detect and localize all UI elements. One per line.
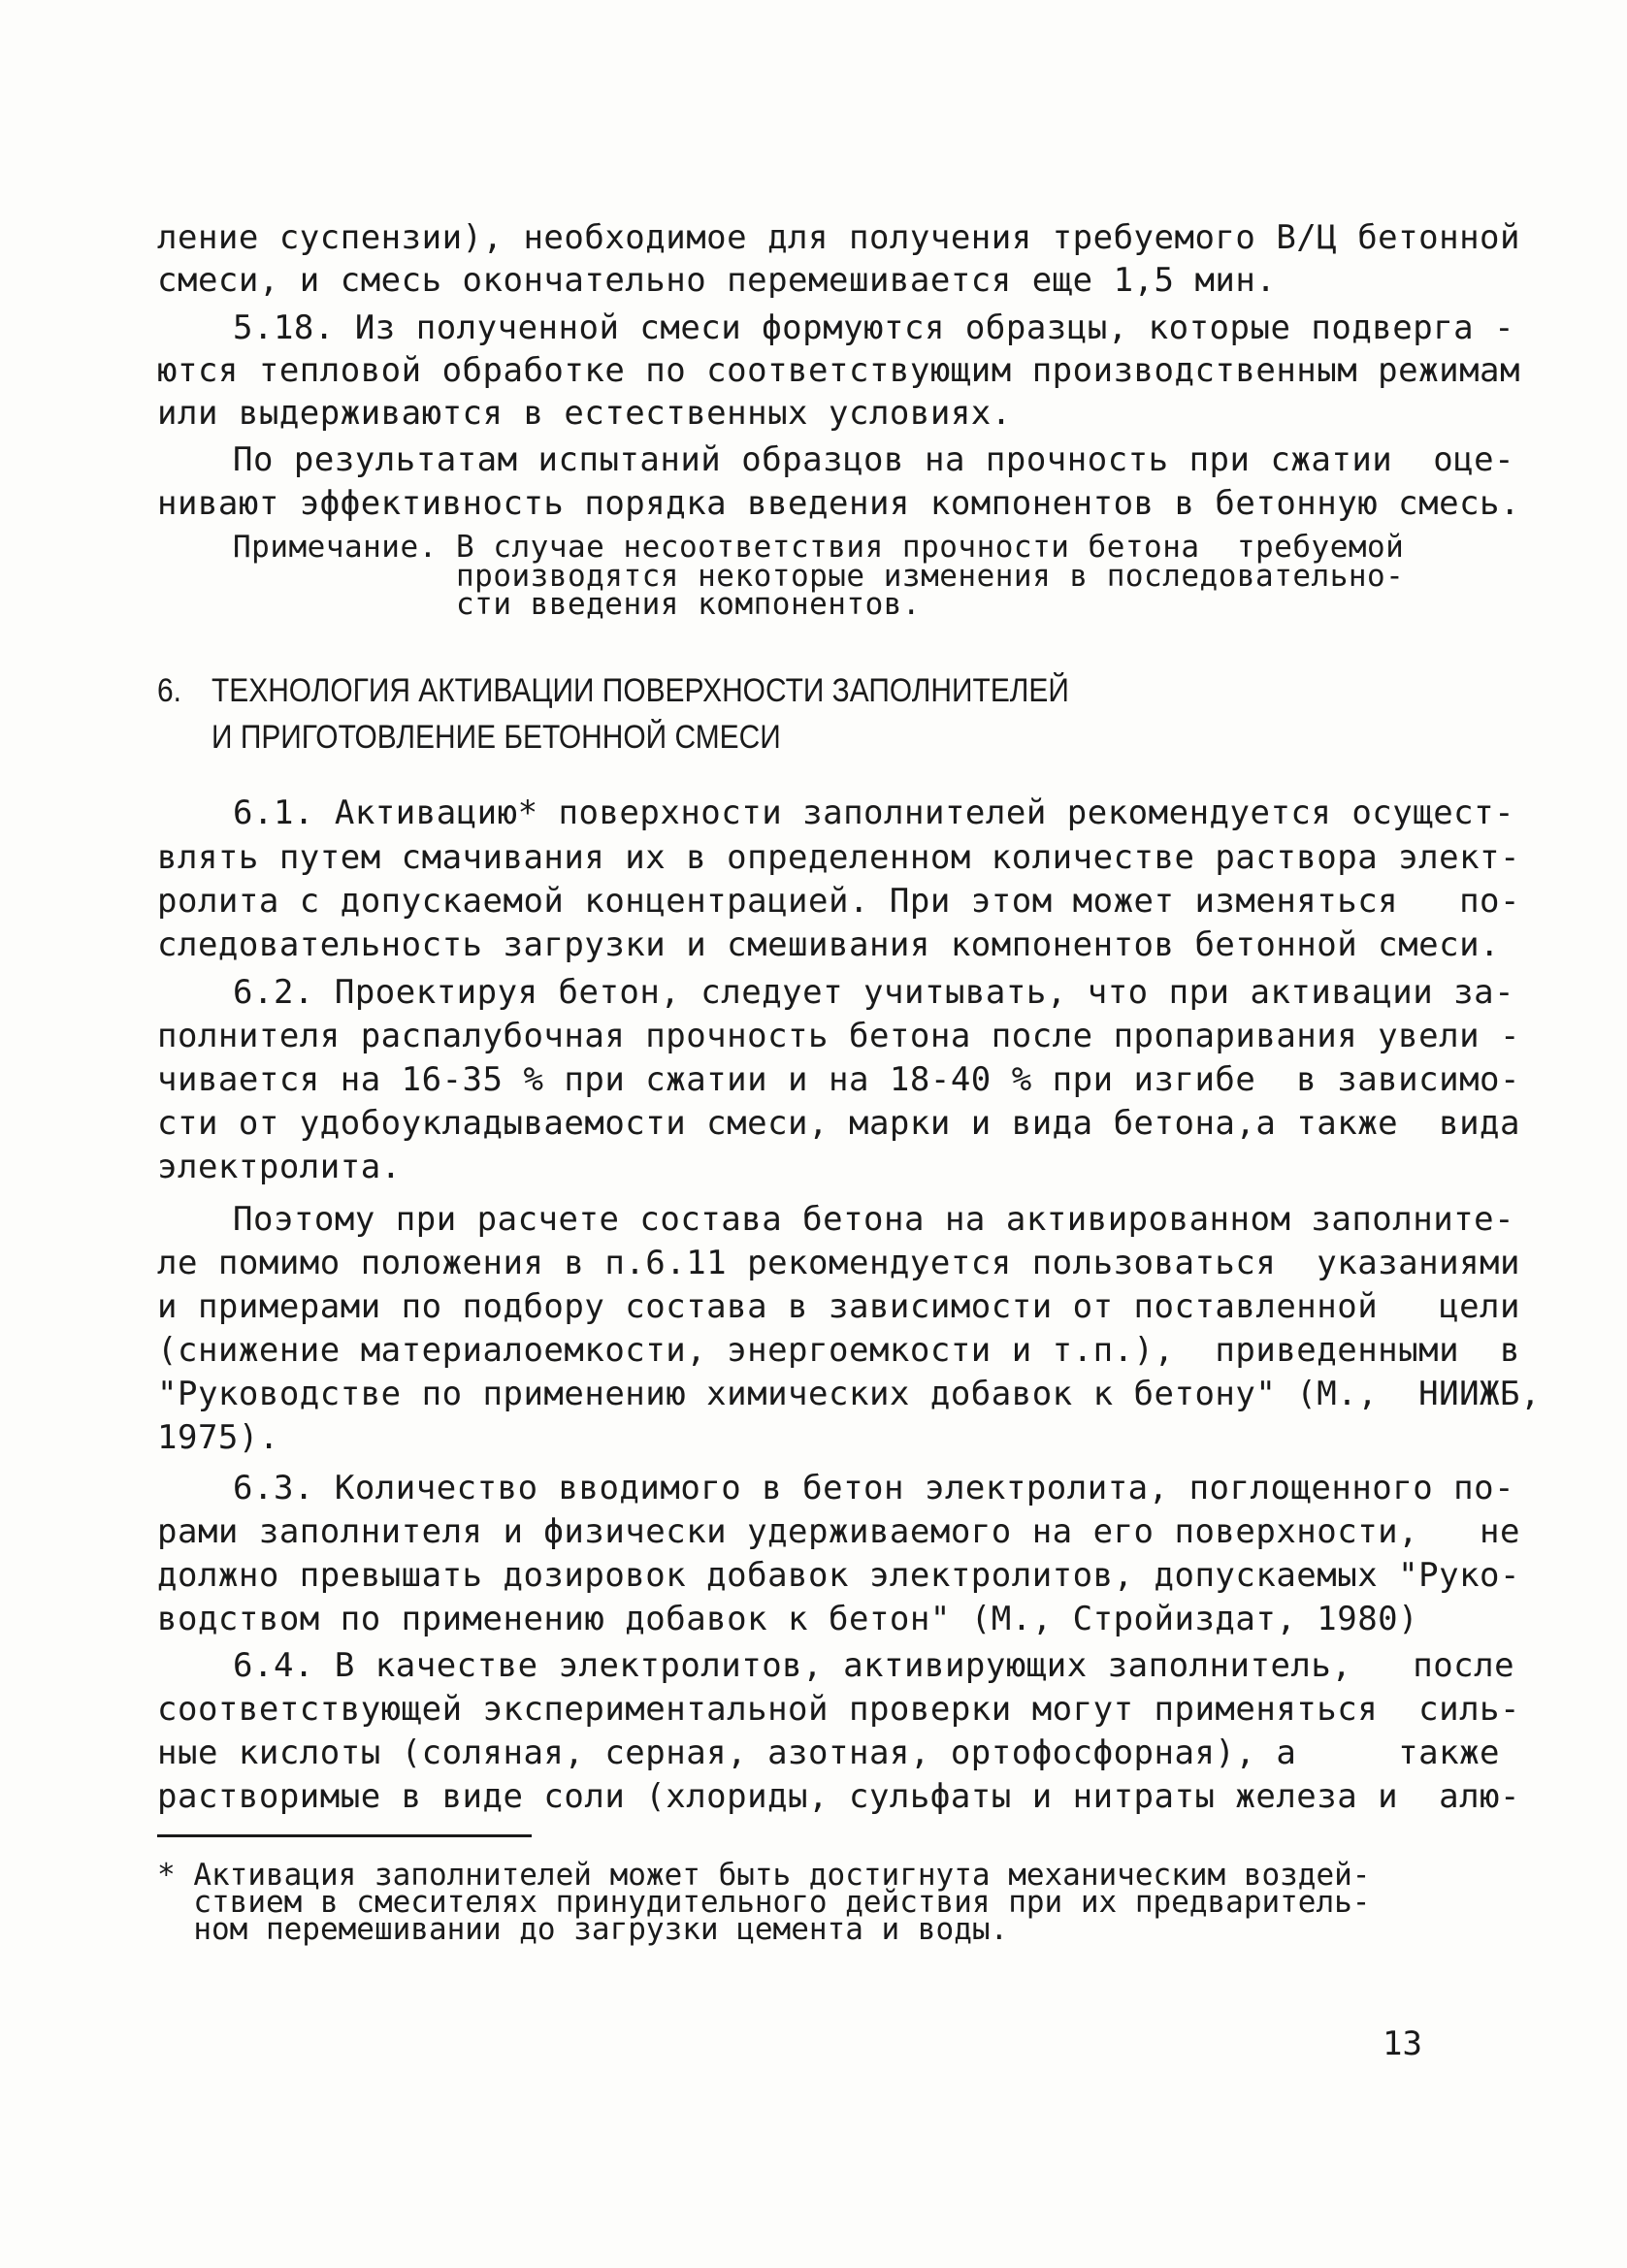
text-line: сти от удобоукладываемости смеси, марки и вида бетона,а также вида (157, 1104, 1520, 1143)
text-line: нивают эффективность порядка введения компонентов в бетонную смесь. (157, 484, 1520, 523)
text-line: водством по применению добавок к бетон" (М., Стройиздат, 1980) (157, 1600, 1419, 1638)
text-line: чивается на 16-35 % при сжатии и на 18-40 % при изгибе в зависимо- (157, 1060, 1520, 1099)
paragraph-6-2-line: 6.2. Проектируя бетон, следует учитывать, что при активации за- (233, 973, 1515, 1012)
section-number: 6. (157, 672, 181, 709)
text-line: 1975). (157, 1418, 279, 1457)
text-line: растворимые в виде соли (хлориды, сульфаты и нитраты железа и алю- (157, 1777, 1520, 1816)
note-line: В случае несоответствия прочности бетона требуемой (456, 530, 1405, 565)
text-line: (снижение материалоемкости, энергоемкости и т.п.), приведенными в (157, 1331, 1520, 1370)
text-line: полнителя распалубочная прочность бетона после пропаривания увели - (157, 1017, 1520, 1055)
section-title-line-2: И ПРИГОТОВЛЕНИЕ БЕТОННОЙ СМЕСИ (212, 719, 781, 756)
page-number: 13 (1383, 2025, 1422, 2063)
note-line: сти введения компонентов. (456, 587, 922, 622)
paragraph-6-4-line: 6.4. В качестве электролитов, активирующих заполнитель, после (233, 1646, 1515, 1685)
text-line: и примерами по подбору состава в зависимости от поставленной цели (157, 1287, 1520, 1326)
text-line: ются тепловой обработке по соответствующим производственным режимам (157, 351, 1520, 390)
section-title-line-1: ТЕХНОЛОГИЯ АКТИВАЦИИ ПОВЕРХНОСТИ ЗАПОЛНИТЕЛЕЙ (212, 672, 1069, 709)
note-line: производятся некоторые изменения в последовательно- (456, 559, 1405, 594)
text-line: Поэтому при расчете состава бетона на активированном заполните- (233, 1200, 1515, 1239)
text-line: должно превышать дозировок добавок электролитов, допускаемых "Руко- (157, 1556, 1520, 1595)
text-line: электролита. (157, 1148, 402, 1186)
paragraph-5-18-line: 5.18. Из полученной смеси формуются образцы, которые подверга - (233, 308, 1515, 347)
footnote-line: ствием в смесителях принудительного действия при их предваритель- (157, 1885, 1371, 1920)
text-line: ле помимо положения в п.6.11 рекомендуется пользоваться указаниями (157, 1244, 1520, 1282)
text-line: "Руководстве по применению химических добавок к бетону" (М., НИИЖБ, (157, 1375, 1541, 1413)
text-line: ролита с допускаемой концентрацией. При этом может изменяться по- (157, 882, 1520, 921)
text-line: или выдерживаются в естественных условиях. (157, 394, 1012, 433)
note-label: Примечание. (233, 530, 438, 565)
paragraph-6-1-line: 6.1. Активацию* поверхности заполнителей рекомендуется осущест- (233, 794, 1515, 832)
text-line: влять путем смачивания их в определенном количестве раствора элект- (157, 838, 1520, 877)
text-line: соответствующей экспериментальной проверки могут применяться силь- (157, 1690, 1520, 1729)
footnote-line: * Активация заполнителей может быть достигнута механическим воздей- (157, 1858, 1371, 1893)
text-line: смеси, и смесь окончательно перемешивается еще 1,5 мин. (157, 261, 1277, 300)
paragraph-6-3-line: 6.3. Количество вводимого в бетон электролита, поглощенного по- (233, 1469, 1515, 1507)
text-line: ные кислоты (соляная, серная, азотная, ортофосфорная), а также (157, 1733, 1501, 1772)
text-line: ление суспензии), необходимое для получения требуемого В/Ц бетонной (157, 218, 1520, 257)
text-line: рами заполнителя и физически удерживаемого на его поверхности, не (157, 1512, 1520, 1551)
text-line: По результатам испытаний образцов на прочность при сжатии оце- (233, 440, 1515, 479)
text-line: следовательность загрузки и смешивания компонентов бетонной смеси. (157, 925, 1501, 964)
footnote-divider (157, 1834, 532, 1837)
footnote-line: ном перемешивании до загрузки цемента и воды. (157, 1912, 1009, 1947)
